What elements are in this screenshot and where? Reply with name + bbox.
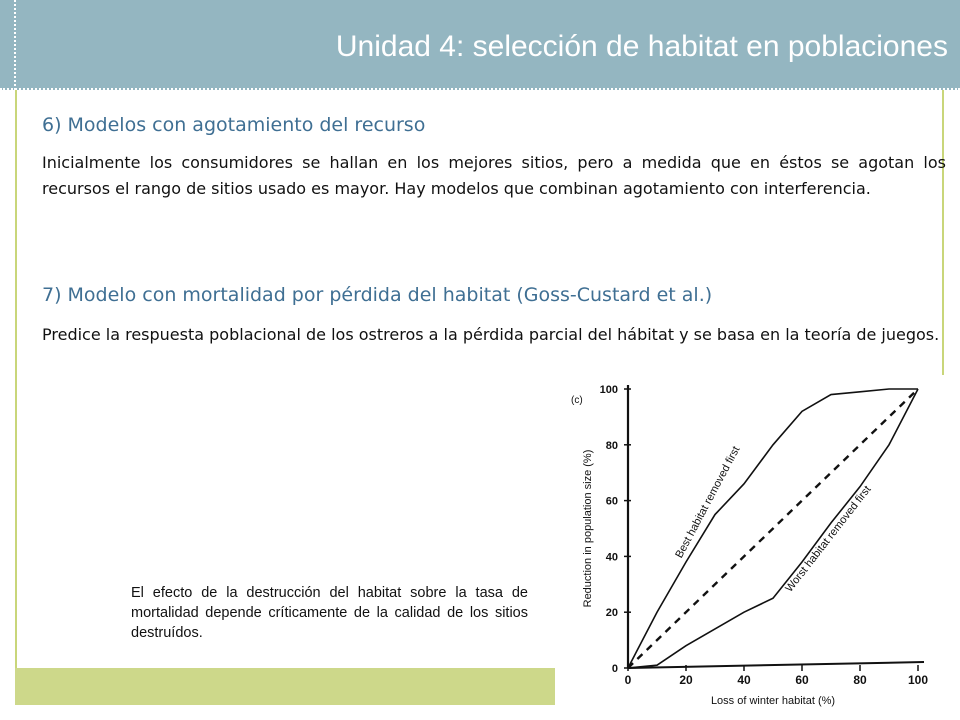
- diagonal-reference-line: [628, 389, 918, 668]
- header-dotted-underline: [0, 88, 960, 90]
- header-dotted-divider: [0, 0, 16, 90]
- section7-body: Predice la respuesta poblacional de los ostreros a la pérdida parcial del hábitat y se basa en la teoría de juegos.: [42, 325, 940, 344]
- x-axis-line: [628, 662, 924, 668]
- left-accent-rule: [15, 90, 17, 705]
- x-tick-label: 100: [907, 673, 929, 687]
- x-tick-label: 60: [795, 673, 809, 687]
- y-tick-label: 80: [605, 439, 618, 452]
- footer-accent-band: [15, 668, 555, 705]
- panel-label: (c): [571, 395, 583, 406]
- y-tick-label: 0: [611, 663, 618, 675]
- figure-caption: El efecto de la destrucción del habitat sobre la tasa de mortalidad depende críticamente de la calidad de los sitios destruídos.: [131, 585, 528, 641]
- slide-title: Unidad 4: selección de habitat en poblaciones: [335, 30, 948, 63]
- y-tick-label: 40: [605, 551, 618, 564]
- y-tick-label: 100: [599, 384, 618, 396]
- worst-habitat-series-label: Worst habitat removed first: [783, 483, 874, 595]
- chart-svg: [555, 375, 960, 720]
- section7-heading: 7) Modelo con mortalidad por pérdida del habitat (Goss-Custard et al.): [42, 284, 713, 306]
- habitat-loss-chart: [555, 375, 960, 720]
- y-tick-label: 60: [605, 495, 618, 508]
- x-axis-label: Loss of winter habitat (%): [710, 695, 836, 707]
- x-tick-label: 40: [737, 673, 751, 687]
- y-axis-label: Reduction in population size (%): [582, 449, 594, 608]
- y-tick-label: 20: [605, 607, 618, 620]
- section6-heading: 6) Modelos con agotamiento del recurso: [42, 114, 426, 136]
- section6-body: Inicialmente los consumidores se hallan en los mejores sitios, pero a medida que en éstos se agotan los recursos el rango de sitios usado es mayor. Hay modelos que combinan agotamiento con interferencia.: [42, 153, 946, 198]
- x-tick-label: 80: [853, 673, 867, 687]
- best-habitat-series-label: Best habitat removed first: [673, 444, 743, 561]
- x-tick-label: 0: [624, 673, 632, 687]
- x-tick-label: 20: [679, 673, 693, 687]
